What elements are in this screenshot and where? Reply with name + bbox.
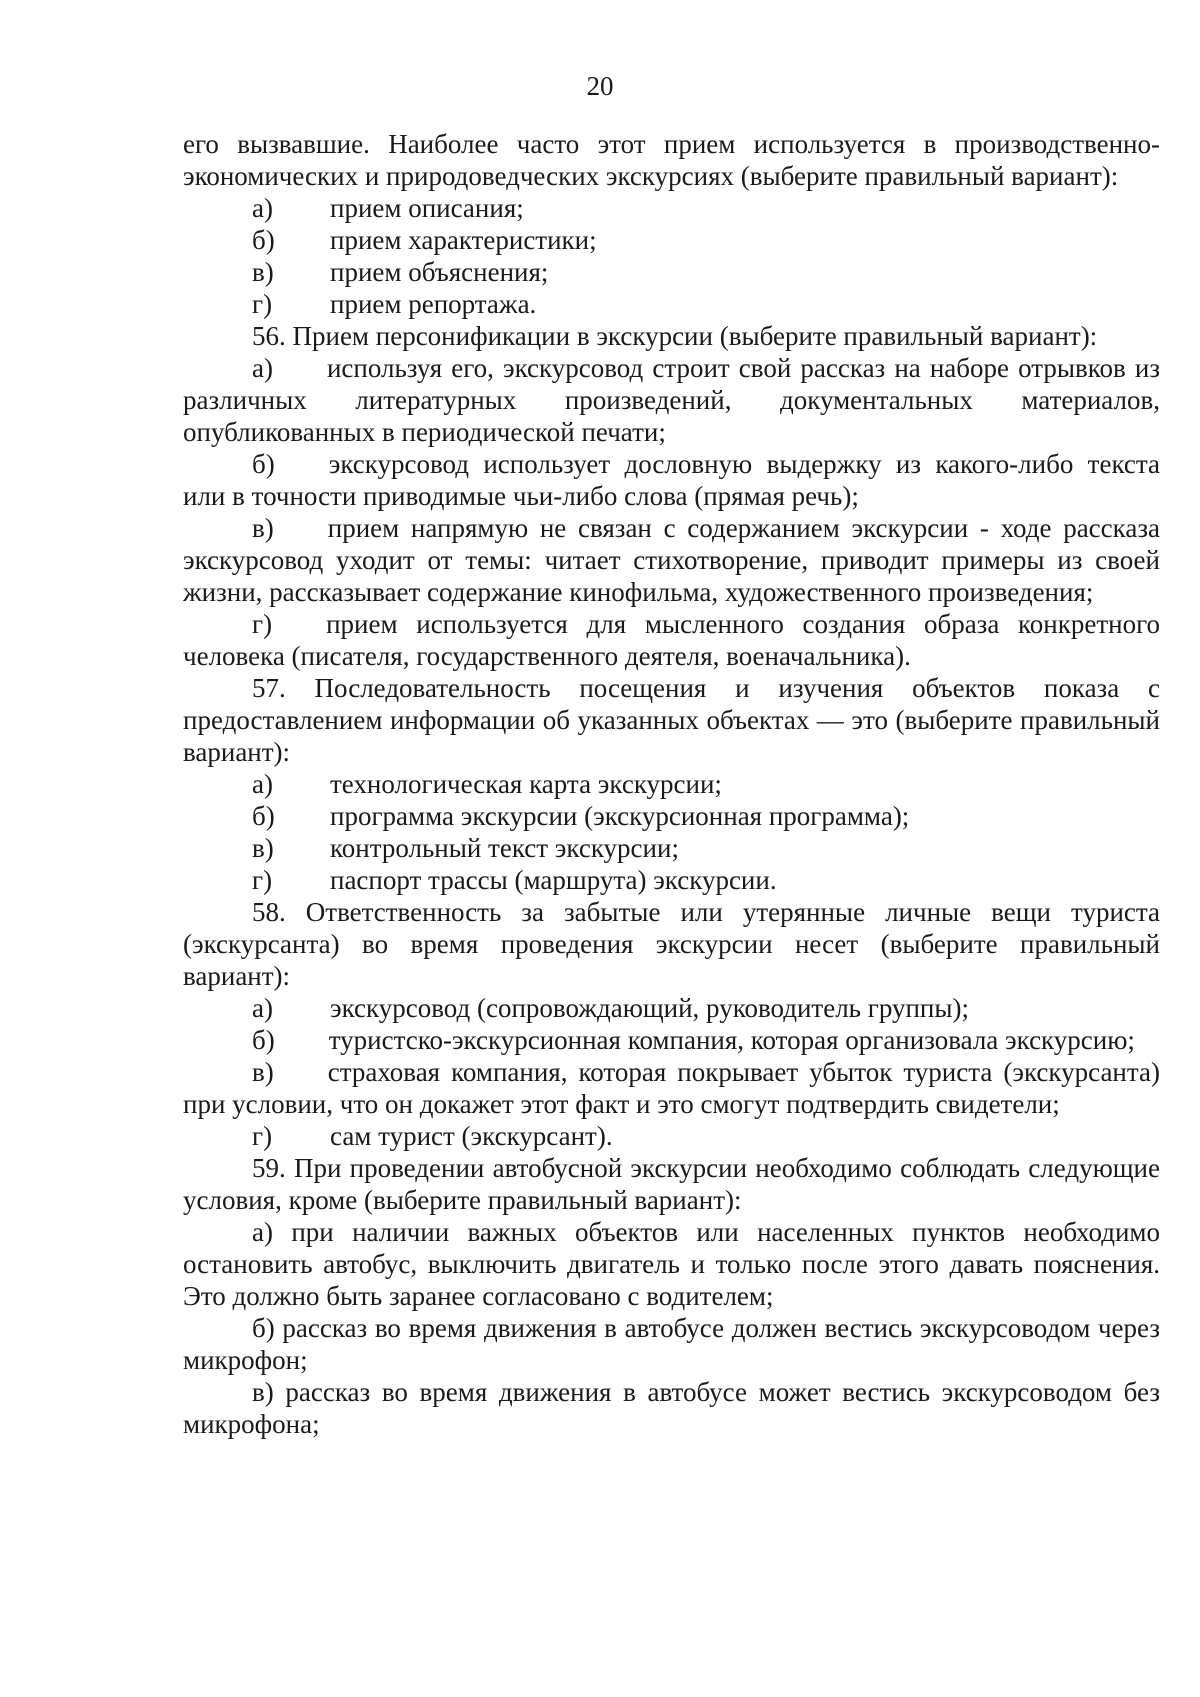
- question-58: 58. Ответственность за забытые или утерянные личные вещи туриста (экскурсанта) во время проведения экскурсии несет (выберите правильный вариант):: [183, 897, 1160, 991]
- option-label: а): [252, 769, 273, 799]
- option-text: программа экскурсии (экскурсионная программа);: [330, 801, 910, 831]
- option-57-a: [183, 768, 1160, 800]
- option-55-a: [183, 192, 1160, 224]
- option-59-b: б) рассказ во время движения в автобусе должен вестись экскурсоводом через микрофон;: [183, 1313, 1160, 1375]
- option-label: а): [252, 193, 273, 223]
- option-text: прием объяснения;: [330, 257, 549, 287]
- option-55-v: [183, 256, 1160, 288]
- option-55-b: [183, 224, 1160, 256]
- option-57-b: [183, 800, 1160, 832]
- option-58-a: [183, 992, 1160, 1024]
- option-label: а): [252, 993, 273, 1023]
- option-59-a: а) при наличии важных объектов или населенных пунктов необходимо остановить автобус, выключить двигатель и только после этого давать пояснения. Это должно быть заранее согласовано с водителем;: [183, 1217, 1160, 1311]
- body-text: [183, 128, 1160, 1440]
- option-text: технологическая карта экскурсии;: [330, 769, 722, 799]
- question-59: 59. При проведении автобусной экскурсии необходимо соблюдать следующие условия, кроме (выберите правильный вариант):: [183, 1153, 1160, 1215]
- option-text: контрольный текст экскурсии;: [330, 833, 679, 863]
- option-56-a: а) используя его, экскурсовод строит свой рассказ на наборе отрывков из различных литературных произведений, документальных материалов, опубликованных в периодической печати;: [183, 353, 1160, 447]
- paragraph-continuation: его вызвавшие. Наиболее часто этот прием используется в производственно-экономических и природоведческих экскурсиях (выберите правильный вариант):: [183, 129, 1160, 191]
- option-55-g: [183, 288, 1160, 320]
- page-number: 20: [586, 71, 614, 101]
- option-label: г): [252, 289, 273, 319]
- option-56-b: б) экскурсовод использует дословную выдержку из какого-либо текста или в точности приводимые чьи-либо слова (прямая речь);: [183, 449, 1160, 511]
- option-56-v: в) прием напрямую не связан с содержанием экскурсии - ходе рассказа экскурсовод уходит от темы: читает стихотворение, приводит примеры из своей жизни, рассказывает содержание кинофильма, художественного произведения;: [183, 513, 1160, 607]
- option-label: в): [252, 257, 274, 287]
- option-label: в): [252, 833, 274, 863]
- option-label: г): [252, 1121, 273, 1151]
- option-label: г): [252, 865, 273, 895]
- question-57: 57. Последовательность посещения и изучения объектов показа с предоставлением информации об указанных объектах — это (выберите правильный вариант):: [183, 673, 1160, 767]
- option-59-v: в) рассказ во время движения в автобусе может вестись экскурсоводом без микрофона;: [183, 1377, 1160, 1439]
- option-text: сам турист (экскурсант).: [330, 1121, 613, 1151]
- option-58-g: [183, 1120, 1160, 1152]
- question-56: 56. Прием персонификации в экскурсии (выберите правильный вариант):: [252, 321, 1098, 351]
- option-text: прием репортажа.: [330, 289, 537, 319]
- option-text: прием характеристики;: [330, 225, 597, 255]
- option-57-g: [183, 864, 1160, 896]
- option-label: б): [252, 801, 275, 831]
- option-57-v: [183, 832, 1160, 864]
- option-text: прием описания;: [330, 193, 524, 223]
- option-label: б): [252, 225, 275, 255]
- option-text: паспорт трассы (маршрута) экскурсии.: [330, 865, 777, 895]
- option-58-b: б) туристско-экскурсионная компания, которая организовала экскурсию;: [252, 1025, 1135, 1055]
- option-56-g: г) прием используется для мысленного создания образа конкретного человека (писателя, государственного деятеля, военачальника).: [183, 609, 1160, 671]
- option-text: экскурсовод (сопровождающий, руководитель группы);: [330, 993, 969, 1023]
- option-58-v: в) страховая компания, которая покрывает убыток туриста (экскурсанта) при условии, что он докажет этот факт и это смогут подтвердить свидетели;: [183, 1057, 1160, 1119]
